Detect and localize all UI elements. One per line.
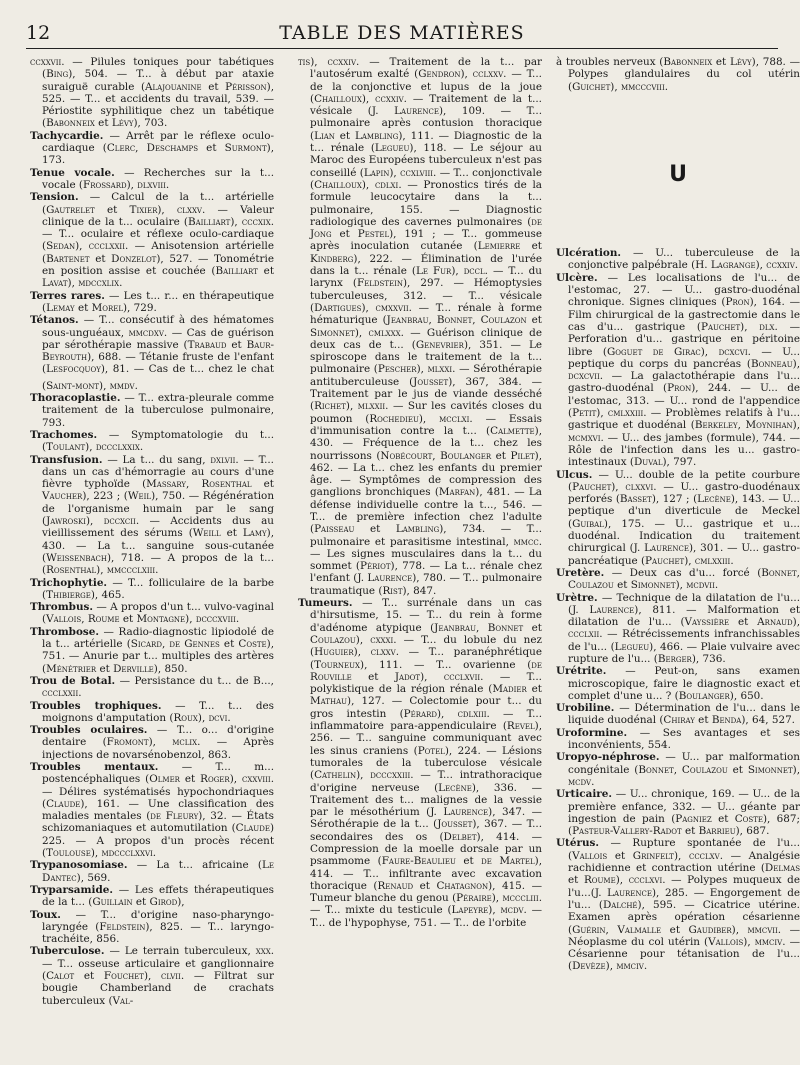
- column-middle: [298, 56, 542, 929]
- index-entry: Urticaire. — U... chronique, 169. — U... de la première enfance, 332. — U... géante par ingestion de pain (Pagniez et Coste), 687; (Pasteur-Vallery-Radot et Barrieu), 687.: [556, 788, 800, 838]
- index-entry: Utérus. — Rupture spontanée de l'u... (Vallois et Grinfelt), ccclxv. — Analgésie rachidienne et contraction utérine (Delmas et Roume), ccclxvi. — Polypes muqueux de l'u...(J. Laurence), 285. — Engorgement de l'u... (Dalché), 595. — Cicatrice utérine. Examen après opération césarienne (Guérin, Valmalle et Gaudiber), mmcvii. — Néoplasme du col utérin (Vallois), mmciv. — Césarienne pour tétanisation de l'u... (Devèze), mmciv.: [556, 837, 800, 973]
- index-entry: Ulcération. — U... tuberculeuse de la conjonctive palpébrale (H. Lagrange), ccxxiv.: [556, 247, 800, 272]
- index-entry: Ulcère. — Les localisations de l'u... de l'estomac, 27. — U... gastro-duodénal chronique. Signes cliniques (Pron), 164. — Film chirurgical de la gastrectomie dans le cas d'u... gastrique (Pauchet), dlx. — Perforation d'u... gastrique en péritoine libre (Goguet de Girac), dcxcvi. — U... peptique du corps du pancréas (Bonneau), dcxcvii. — La galactothérapie dans l'u... gastro-duodénal (Pron), 244. — U... de l'estomac, 313. — U... rond de l'appendice (Petit), cmlxxiii. — Problèmes relatifs à l'u... gastrique et duodénal (Berkeley, Moynihan), mcmxvi. — U... des jambes (formule), 744. — Rôle de l'infection dans les u... gastro-intestinaux (Duval), 797.: [556, 271, 800, 469]
- index-entry: Terres rares. — Les t... r... en thérapeutique (Lemay et Morel), 729.: [30, 289, 275, 314]
- page-title: TABLE DES MATIÈRES: [279, 22, 525, 44]
- index-entry: Troubles oculaires. — T... o... d'origine dentaire (Fromont), mclix. — Après injections de novarsénobenzol, 863.: [30, 724, 274, 761]
- index-entry: Tumeurs. — T... surrénale dans un cas d'hirsutisme, 15. — T... du rein à forme d'adénome atypique (Jeanbrau, Bonnet et Coulazou), cxxxi. — T... du lobule du nez (Huguier), clxxv. — T... paranéphrétique (Tourneux), 111. — T... ovarienne (de Rouville et Jadot), ccclxvii. — T... polykistique de la région rénale (Madier et Mathau), 127. — Colectomie pour t... du gros intestin (Pérard), cdlxiii. — T... inflammatoire para-appendiculaire (Revel), 256. — T... sanguine communiquant avec les sinus craniens (Potel), 224. — Lésions tumorales de la tuberculose vésicale (Cathelin), dcccxxiii. — T... intrathoracique d'origine nerveuse (Lecène), 336. — Traitement des t... malignes de la vessie par le mésothérium (J. Laurence), 347. — Sérothérapie de la t... (Jousset), 367. — T... secondaires des os (Delbet), 414. — Compression de la moelle dorsale par un psammome (Faure-Beaulieu et de Martel), 414. — T... infiltrante avec excavation thoracique (Renaud et Chatagnon), 415. — Tumeur blanche du genou (Péraire), mcccliii. — T... mixte du testicule (Lapeyre), mcdv. — T... de l'hypophyse, 751. — T... de l'orbite: [298, 597, 543, 929]
- index-entry: Tension. — Calcul de la t... artérielle (Gautrelet et Tixier), clxxv. — Valeur clinique de la t... oculaire (Bailliart), cccxix. — T... oculaire et réflexe oculo-cardiaque (Sedan), ccclxxii. — Anisotension artérielle (Bartenet et Donzelot), 527. — Tonométrie en position assise et couchée (Bailliart et Lavat), mdccxlix.: [30, 191, 274, 290]
- index-entry: Uroformine. — Ses avantages et ses inconvénients, 554.: [556, 726, 800, 752]
- index-entry: Toux. — T... d'origine naso-pharyngo-laryngée (Feldstein), 825. — T... laryngo-trachéite, 856.: [30, 908, 275, 946]
- index-entry: Trypanosomiase. — La t... africaine (Le Dantec), 569.: [30, 859, 274, 884]
- index-entry: Tétanos. — T... consécutif à des hématomes sous-unguéaux, mmcdxv. — Cas de guérison par sérothérapie massive (Trabaud et Baur-Beyrouth), 688. — Tétanie fruste de l'enfant (Lesfocquoy), 81. — Cas de t... chez le chat (Saint-mont), mmdv.: [30, 314, 274, 392]
- index-entry: tis), ccxxiv. — Traitement de la t... par l'autosérum exalté (Gendron), cclxxv. — T... de la conjonctive et lupus de la joue (Chailloux), ccxxiv. — Traitement de la t... vésicale (J. Laurence), 109. — T... pulmonaire après contusion thoracique (Lian et Lambling), 111. — Diagnostic de la t... rénale (Legueu), 118. — Le séjour au Maroc des Européens tuberculeux n'est pas conseillé (Lapin), ccxlviii. — T... conjonctivale (Chailloux), cdlxi. — Pronostics tirés de la formule leucocytaire dans la t... pulmonaire, 155. — Diagnostic radiologique des cavernes pulmonaires (de Jong et Pestel), 191 ; — T... gommeuse après inoculation cutanée (Lemierre et Kindberg), 222. — Élimination de l'urée dans la t... rénale (Le Fur), dccl. — T... du larynx (Feldstein), 297. — Hémoptysies tuberculeuses, 312. — T... vésicale (Dartigues), cmxxvii. — T... rénale à forme hématurique (Jeanbrau, Bonnet, Coulazon et Simonnet), cmlxxx. — Guérison clinique de deux cas de t... (Genevrier), 351. — Le spiroscope dans le traitement de la t... pulmonaire (Pescher), mlxxi. — Sérothérapie antituberculeuse (Jousset), 367, 384. — Traitement par le jus de viande desséché (Richet), mlxxii. — Sur les cavités closes du poumon (Rochedieu), mcclxi. — Essais d'immunisation contre la t... (Calmette), 430. — Fréquence de la t... chez les nourrissons (Nobécourt, Boulanger et Pilet), 462. — La t... chez les enfants du premier âge. — Symptômes de compression des ganglions bronchiques (Marfan), 481. — La défense individuelle contre la t..., 546. — T... de première infection chez l'adulte (Paisseau et Lambling), 734. — T... pulmonaire et parasitisme intestinal, mmcc. — Les signes musculaires dans la t... du sommet (Périot), 778. — La t... rénale chez l'enfant (J. Laurence), 780. — T... pulmonaire traumatique (Rist), 847.: [298, 56, 543, 597]
- index-entry: Transfusion. — La t... du sang, dxlvii. — T... dans un cas d'hémorragie au cours d'une fièvre typhoïde (Massary, Rosenthal et Vaucher), 223 ; (Weil), 750. — Régénération de l'organisme humain par le sang (Jawroski), dccxcii. — Accidents dus au vieillissement des sérums (Weill et Lamy), 430. — La t... sanguine sous-cutanée (Weissenbach), 718. — A propos de la t... (Rosenthal), mmccclxiii.: [30, 453, 275, 577]
- index-entry: Trichophytie. — T... folliculaire de la barbe (Thibierge), 465.: [30, 576, 274, 601]
- page-number: 12: [26, 22, 51, 44]
- column-right-top: [556, 56, 800, 93]
- index-entry: Urobiline. — Détermination de l'u... dans le liquide duodénal (Chiray et Benda), 64, 527.: [556, 702, 800, 727]
- index-entry: Ulcus. — U... double de la petite courbure (Pauchet), clxxvi. — U... gastro-duodénaux perforés (Basset), 127 ; (Lecène), 143. — U... peptique d'un diverticule de Meckel (Guibal), 175. — U... gastrique et u... duodénal. Indication du traitement chirurgical (J. Laurence), 301. — U... gastro-pancréatique (Pauchet), cmlxxiii.: [556, 468, 800, 567]
- index-entry: Tachycardie. — Arrêt par le réflexe oculo-cardiaque (Clerc, Deschamps et Surmont), 173.: [30, 129, 275, 167]
- index-entry: Thrombose. — Radio-diagnostic lipiodolé de la t... artérielle (Sicard, de Gennes et Coste), 751. — Anurie par t... multiples des artères (Ménétrier et Derville), 850.: [30, 625, 274, 675]
- index-entry: Urètre. — Technique de la dilatation de l'u... (J. Laurence), 811. — Malformation et dilatation de l'u... (Vayssière et Arnaud), ccclxii. — Rétrécissements infranchissables de l'u... (Legueu), 466. — Plaie vulvaire avec rupture de l'u... (Berger), 736.: [556, 591, 800, 665]
- index-entry: Urétrite. — Peut-on, sans examen microscopique, faire le diagnostic exact et complet d'une u... ? (Boulanger), 650.: [556, 665, 800, 702]
- column-right: [556, 56, 800, 973]
- index-entry: Troubles mentaux. — T... m... postencéphaliques (Olmer et Roger), cxxviii. — Délires systématisés hypochondriaques (Claude), 161. — Une classification des maladies mentales (de Fleury), 32. — États schizomaniaques et automutilation (Claude) 225. — A propos d'un procès récent (Toulouse), mdccclxxvi.: [30, 761, 274, 860]
- index-entry: Tuberculose. — Le terrain tuberculeux, xxx. — T... osseuse articulaire et ganglionnaire (Calot et Fouchet), clvii. — Filtrat sur bougie Chamberland de crachats tuberculeux (Val-: [30, 945, 274, 1007]
- column-right-bottom: [556, 247, 800, 973]
- page-header: [26, 22, 778, 48]
- index-entry: Troubles trophiques. — T... t... des moignons d'amputation (Roux), dcvi.: [30, 699, 274, 724]
- index-entry: Thoracoplastie. — T... extra-pleurale comme traitement de la tuberculose pulmonaire, 793.: [30, 392, 274, 429]
- index-entry: Uretère. — Deux cas d'u... forcé (Bonnet, Coulazou et Simonnet), mcdvii.: [556, 566, 800, 592]
- index-entry: Thrombus. — A propos d'un t... vulvo-vaginal (Vallois, Roume et Montagne), dcccxviii.: [30, 601, 274, 626]
- section-letter: U: [669, 161, 687, 187]
- index-entry: Trou de Botal. — Persistance du t... de B..., ccclxxii.: [30, 674, 274, 700]
- index-entry: Tryparsamide. — Les effets thérapeutiques de la t... (Guillain et Girod),: [30, 883, 274, 909]
- index-entry: à troubles nerveux (Babonneix et Lévy), 788. — Polypes glandulaires du col utérin (Guichet), mmcccviii.: [556, 56, 800, 93]
- index-entry: Uropyo-néphrose. — U... par malformation congénitale (Bonnet, Coulazou et Simonnet), mcdv.: [556, 751, 800, 788]
- index-entry: ccxxvii. — Pilules toniques pour tabétiques (Bing), 504. — T... à début par ataxie suraiguë curable (Alajouanine et Périsson), 525. — T... et accidents du travail, 539. — Périostite syphilitique chez un tabétique (Babonneix et Lévy), 703.: [30, 56, 274, 130]
- column-left: [30, 56, 274, 1007]
- header-rule: [26, 48, 778, 49]
- index-entry: Tenue vocale. — Recherches sur la t... vocale (Frossard), dlxviii.: [30, 166, 274, 191]
- index-entry: Trachomes. — Symptomatologie du t... (Toulant), dccclxxix.: [30, 428, 274, 454]
